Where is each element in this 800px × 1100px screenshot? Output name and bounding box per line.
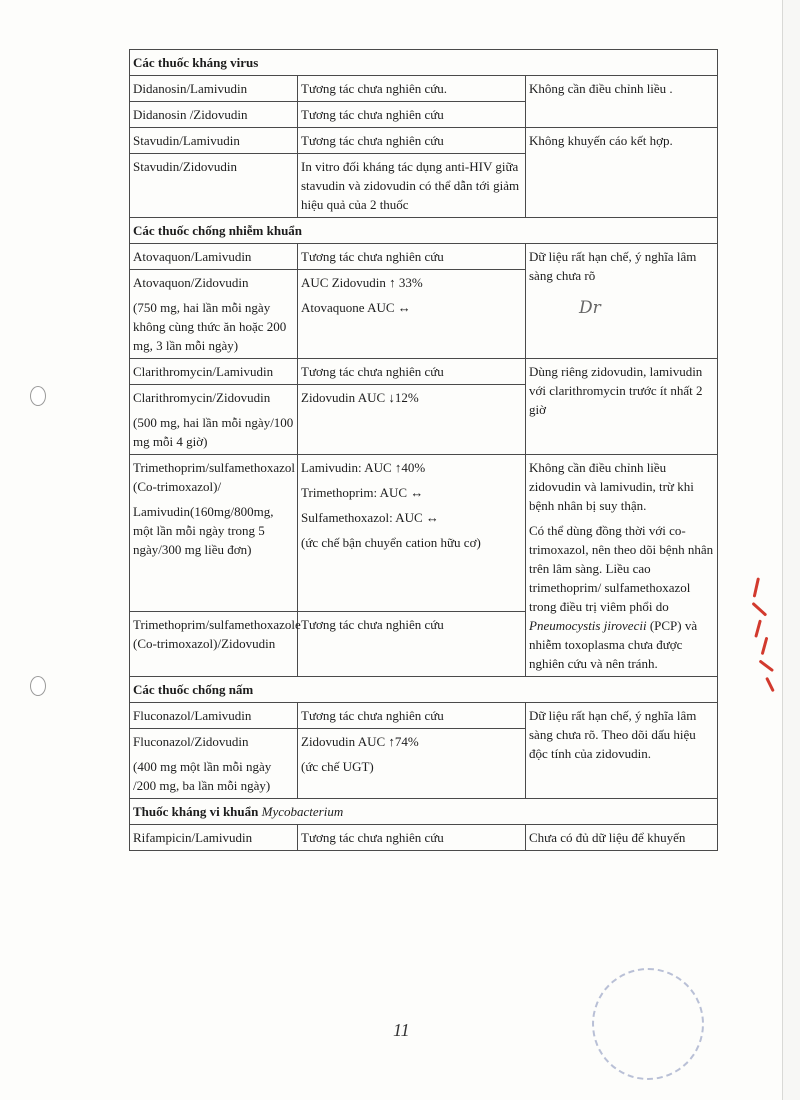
section-heading: Các thuốc chống nấm <box>130 677 718 703</box>
effect-line: AUC Zidovudin ↑ 33% <box>301 275 423 290</box>
recommendation-text: Dữ liệu rất hạn chế, ý nghĩa lâm sàng chưa rõ <box>529 249 697 283</box>
recommendation-text: Không cần điều chỉnh liều zidovudin và lamivudin, trừ khi bệnh nhân bị suy thận. <box>529 460 694 513</box>
drug-cell <box>130 385 298 455</box>
drug-cell: Stavudin/Zidovudin <box>130 154 298 218</box>
handwritten-initial: Dr <box>579 298 601 318</box>
section-heading: Các thuốc kháng virus <box>130 50 718 76</box>
drug-cell: Rifampicin/Lamivudin <box>130 825 298 851</box>
dose-note: (400 mg một lần mỗi ngày /200 mg, ba lần mỗi ngày) <box>133 759 272 793</box>
drug-name: Trimethoprim/sulfamethoxazol (Co-trimoxazol)/ <box>133 460 295 494</box>
effect-line: Zidovudin AUC ↑74% <box>301 734 419 749</box>
effect-cell: Tương tác chưa nghiên cứu <box>298 359 526 385</box>
drug-cell <box>130 729 298 799</box>
effect-line: (ức chế UGT) <box>301 759 374 774</box>
effect-cell: Zidovudin AUC ↓12% <box>298 385 526 455</box>
drug-cell <box>130 270 298 359</box>
drug-name: Clarithromycin/Zidovudin <box>133 390 271 405</box>
drug-cell <box>130 455 298 612</box>
page-number: 11 <box>393 1020 410 1040</box>
recommendation-cell: Chưa có đủ dữ liệu để khuyến <box>526 825 718 851</box>
punch-hole <box>30 386 46 406</box>
recommendation-cell: Dữ liệu rất hạn chế, ý nghĩa lâm sàng chưa rõ. Theo dõi dấu hiệu độc tính của zidovudin. <box>526 703 718 799</box>
table-row <box>130 128 718 154</box>
effect-cell: Tương tác chưa nghiên cứu. <box>298 76 526 102</box>
recommendation-cell: Dùng riêng zidovudin, lamivudin với clarithromycin trước ít nhất 2 giờ <box>526 359 718 455</box>
organism-name: Pneumocystis jirovecii <box>529 618 647 633</box>
effect-cell: Tương tác chưa nghiên cứu <box>298 703 526 729</box>
dose-note: Lamivudin(160mg/800mg, một lần mỗi ngày trong 5 ngày/300 mg liều đơn) <box>133 504 274 557</box>
effect-cell: In vitro đối kháng tác dụng anti-HIV giữa stavudin và zidovudin có thể dẫn tới giảm hiệu quả của 2 thuốc <box>298 154 526 218</box>
recommendation-cell: Không khuyến cáo kết hợp. <box>526 128 718 218</box>
section-heading-text: Thuốc kháng vi khuẩn <box>133 804 259 819</box>
effect-line: Lamivudin: AUC ↑40% <box>301 460 426 475</box>
round-stamp <box>592 968 704 1080</box>
drug-interaction-table <box>129 49 718 851</box>
effect-line: (ức chế bận chuyển cation hữu cơ) <box>301 535 481 550</box>
recommendation-text-part: (PCP) và nhiễm toxoplasma chưa được nghiên cứu và nên tránh. <box>529 618 698 671</box>
effect-cell: Tương tác chưa nghiên cứu <box>298 128 526 154</box>
drug-cell: Trimethoprim/sulfamethoxazole (Co-trimoxazol)/Zidovudin <box>130 611 298 676</box>
recommendation-cell <box>526 455 718 677</box>
recommendation-text-part: Có thể dùng đồng thời với co-trimoxazol, nên theo dõi bệnh nhân trên lâm sàng. Liều cao trimethoprim/ sulfamethoxazol trong điều trị viêm phổi do <box>529 523 714 614</box>
organism-name: Mycobacterium <box>261 804 344 819</box>
recommendation-text <box>529 521 714 673</box>
drug-cell: Didanosin/Lamivudin <box>130 76 298 102</box>
drug-cell: Fluconazol/Lamivudin <box>130 703 298 729</box>
effect-cell: Tương tác chưa nghiên cứu <box>298 825 526 851</box>
drug-cell: Didanosin /Zidovudin <box>130 102 298 128</box>
drug-name: Atovaquon/Zidovudin <box>133 275 249 290</box>
table-row <box>130 359 718 385</box>
effect-line: Atovaquone AUC ↔ <box>301 300 411 315</box>
effect-cell: Tương tác chưa nghiên cứu <box>298 244 526 270</box>
drug-name: Fluconazol/Zidovudin <box>133 734 249 749</box>
effect-cell <box>298 729 526 799</box>
effect-cell: Tương tác chưa nghiên cứu <box>298 611 526 676</box>
table-row <box>130 76 718 102</box>
table-row <box>130 244 718 270</box>
effect-cell: Tương tác chưa nghiên cứu <box>298 102 526 128</box>
recommendation-cell <box>526 244 718 359</box>
punch-hole <box>30 676 46 696</box>
dose-note: (500 mg, hai lần mỗi ngày/100 mg mỗi 4 giờ) <box>133 415 294 449</box>
effect-cell <box>298 270 526 359</box>
table-row <box>130 703 718 729</box>
section-heading: Các thuốc chống nhiễm khuẩn <box>130 218 718 244</box>
effect-line: Trimethoprim: AUC ↔ <box>301 485 424 500</box>
drug-cell: Clarithromycin/Lamivudin <box>130 359 298 385</box>
drug-cell: Atovaquon/Lamivudin <box>130 244 298 270</box>
effect-cell <box>298 455 526 612</box>
recommendation-cell: Không cần điều chỉnh liều . <box>526 76 718 128</box>
drug-cell: Stavudin/Lamivudin <box>130 128 298 154</box>
table-row <box>130 825 718 851</box>
section-heading <box>130 799 718 825</box>
effect-line: Sulfamethoxazol: AUC ↔ <box>301 510 439 525</box>
dose-note: (750 mg, hai lần mỗi ngày không cùng thức ăn hoặc 200 mg, 3 lần mỗi ngày) <box>133 300 287 353</box>
table-row <box>130 455 718 612</box>
